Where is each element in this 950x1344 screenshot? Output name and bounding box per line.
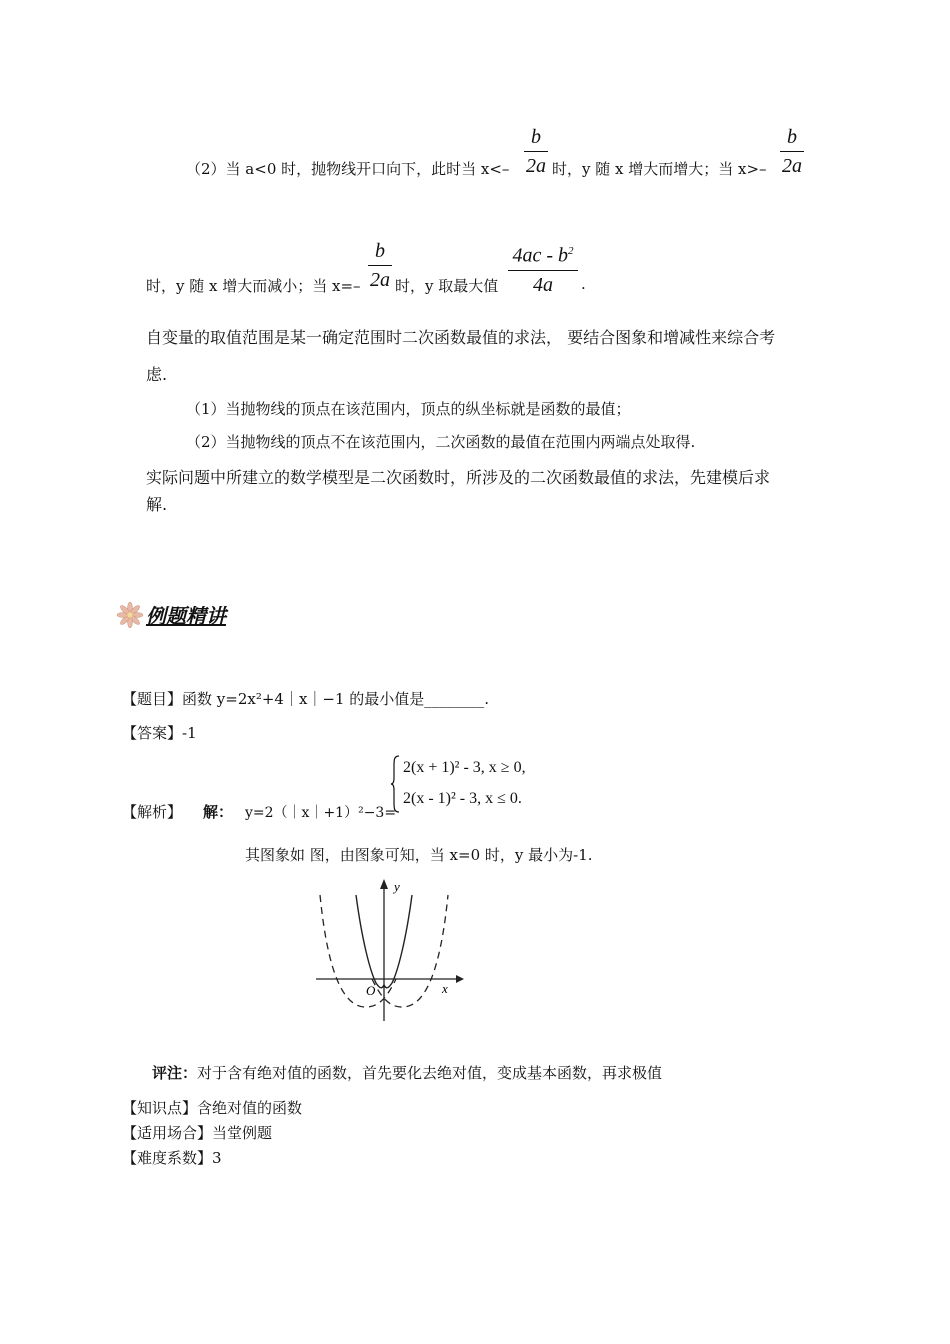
frac-numerator: b — [787, 126, 797, 148]
answer-text: -1 — [182, 724, 197, 742]
piecewise-brace — [390, 754, 400, 814]
para-decrease-mid: 时，y 取最大值 — [395, 277, 499, 295]
analysis-solve: 解： — [203, 803, 234, 821]
analysis-label: 【解析】 — [122, 803, 183, 821]
graph-description: 其图象如 图，由图象可知，当 x=0 时，y 最小为-1. — [245, 846, 593, 864]
analysis-expr: y=2（｜x｜+1）²−3= — [245, 805, 397, 821]
fraction-b-over-2a-3 — [368, 240, 392, 291]
occasion-label: 【适用场合】 — [122, 1124, 213, 1142]
occasion — [122, 1122, 272, 1143]
frac-denominator: 2a — [526, 155, 546, 177]
para-model-line1: 实际问题中所建立的数学模型是二次函数时，所涉及的二次函数最值的求法，先建模后求 — [146, 468, 771, 487]
para-model-line2: 解. — [146, 495, 168, 514]
comment-text: 对于含有绝对值的函数，首先要化去绝对值，变成基本函数，再求极值 — [197, 1064, 663, 1082]
case-1: （1）当抛物线的顶点在该范围内，顶点的纵坐标就是函数的最值； — [186, 400, 631, 418]
para-decrease-end: . — [581, 275, 586, 293]
answer-label: 【答案】 — [122, 724, 183, 742]
function-graph — [310, 875, 470, 1025]
fraction-max-value — [508, 240, 578, 296]
difficulty — [122, 1147, 222, 1168]
knowledge-point — [122, 1097, 302, 1118]
axis-x-label: x — [442, 981, 448, 996]
knowledge-text: 含绝对值的函数 — [197, 1099, 303, 1117]
origin-label: O — [366, 983, 376, 998]
question-text: 函数 y=2x²+4｜x｜−1 的最小值是________. — [182, 690, 490, 708]
y-axis-arrow-icon — [380, 879, 388, 889]
section-title: 例题精讲 — [146, 604, 226, 628]
frac-numerator: b — [375, 240, 385, 262]
fraction-b-over-2a-2 — [780, 126, 804, 177]
para-a-lt0-mid: 时，y 随 x 增大而增大；当 x>– — [552, 160, 767, 178]
para-a-lt0-prefix: （2）当 a<0 时，抛物线开口向下，此时当 x<– — [186, 160, 510, 178]
piecewise-case-a: 2(x + 1)² - 3, x ≥ 0, — [403, 759, 526, 776]
piecewise-case-b: 2(x - 1)² - 3, x ≤ 0. — [403, 790, 522, 807]
difficulty-text: 3 — [212, 1149, 222, 1167]
comment-label: 评注： — [152, 1064, 198, 1082]
difficulty-label: 【难度系数】 — [122, 1149, 213, 1167]
knowledge-label: 【知识点】 — [122, 1099, 198, 1117]
flower-icon — [116, 600, 144, 628]
para-range-line2: 虑. — [146, 365, 168, 384]
question-label: 【题目】 — [122, 690, 183, 708]
max-denominator: 4a — [533, 273, 553, 296]
answer — [122, 722, 197, 743]
max-numerator: $4ac - b^2$ — [512, 244, 574, 267]
case-2: （2）当抛物线的顶点不在该范围内，二次函数的最值在范围内两端点处取得. — [186, 433, 696, 451]
frac-numerator: b — [531, 126, 541, 148]
question — [122, 688, 489, 709]
frac-denominator: 2a — [370, 269, 390, 291]
frac-denominator: 2a — [782, 155, 802, 177]
max-numerator-sup: 2 — [568, 245, 574, 257]
occasion-text: 当堂例题 — [212, 1124, 273, 1142]
para-range-line1: 自变量的取值范围是某一确定范围时二次函数最值的求法， 要结合图象和增减性来综合考 — [146, 328, 776, 347]
para-decrease-prefix: 时，y 随 x 增大而减小；当 x=– — [146, 277, 361, 295]
x-axis-arrow-icon — [456, 975, 464, 983]
axis-y-label: y — [394, 879, 400, 894]
fraction-b-over-2a-1 — [524, 126, 548, 177]
comment — [152, 1062, 662, 1083]
